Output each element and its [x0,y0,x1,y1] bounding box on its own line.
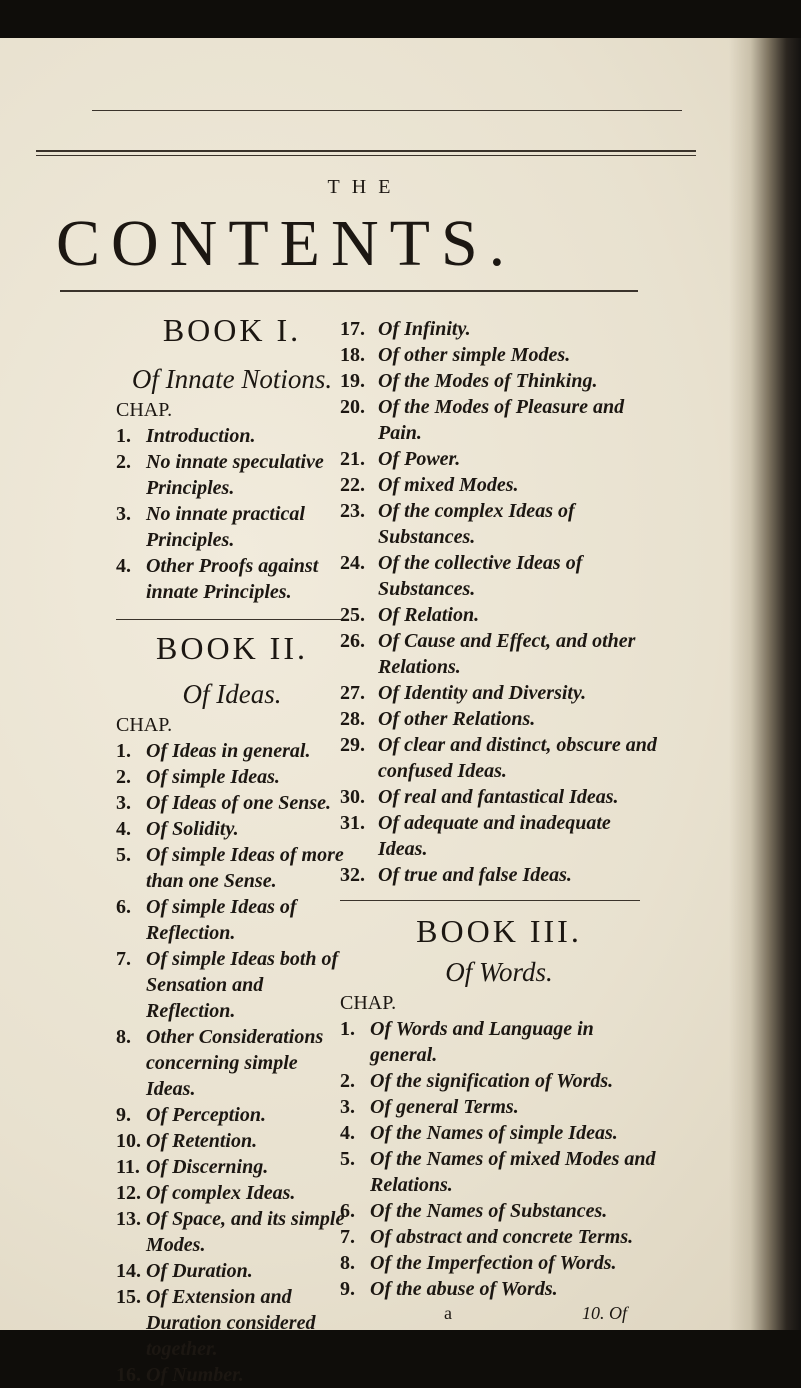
toc-entry: 3. Of general Terms. [340,1095,519,1118]
toc-entry: 28. Of other Relations. [340,708,536,730]
toc-entry: 8. Other Considerations concerning simple Ideas. [116,1026,324,1101]
toc-entry: 19. Of the Modes of Thinking. [340,370,598,392]
page-gutter-shadow [729,38,801,1330]
toc-entry: 12. Of complex Ideas. [116,1182,296,1205]
toc-entry: 26. Of Cause and Effect, and other Relations. [340,630,636,678]
toc-entry: 4. Of the Names of simple Ideas. [340,1121,618,1144]
top-rule-2 [36,150,696,152]
book-2-chapter-list-part-2 [340,316,658,888]
toc-entry: 15. Of Extension and Duration considered together. [116,1286,316,1361]
toc-entry: 2. Of the signification of Words. [340,1069,614,1092]
toc-entry: 4. Other Proofs against innate Principles. [116,554,319,603]
toc-entry: 17. Of Infinity. [340,318,471,340]
book-2-heading: BOOK II. [156,629,308,666]
book-3-subtitle: Of Words. [445,956,553,987]
toc-entry: 18. Of other simple Modes. [340,344,571,366]
book-2-subtitle: Of Ideas. [182,679,282,710]
toc-entry: 25. Of Relation. [340,604,480,626]
toc-entry: 31. Of adequate and inadequate Ideas. [340,812,611,860]
toc-entry: 20. Of the Modes of Pleasure and Pain. [340,396,625,444]
signature-mark: a [444,1302,452,1323]
toc-entry: 16. Of Number. [116,1364,244,1387]
top-rule-3 [36,155,696,156]
toc-entry: 4. Of Solidity. [116,818,239,841]
toc-entry: 13. Of Space, and its simple Modes. [116,1208,345,1257]
page-footer [340,1302,658,1324]
toc-entry: 1. Introduction. [116,424,256,447]
toc-entry: 2. Of simple Ideas. [116,766,280,789]
book-3-heading: BOOK III. [416,913,582,949]
toc-entry: 9. Of Perception. [116,1104,266,1127]
page-title: CONTENTS. [56,207,517,280]
toc-entry: 5. Of the Names of mixed Modes and Relations. [340,1147,656,1196]
toc-entry: 29. Of clear and distinct, obscure and confused Ideas. [340,734,657,782]
toc-entry: 27. Of Identity and Diversity. [340,682,587,704]
toc-entry: 3. Of Ideas of one Sense. [116,792,331,815]
toc-entry: 24. Of the collective Ideas of Substances. [340,552,583,600]
toc-entry: 32. Of true and false Ideas. [340,864,572,886]
book-2-chapter-list-part-1 [116,738,348,1388]
toc-entry: 7. Of simple Ideas both of Sensation and Reflection. [116,948,339,1023]
toc-entry: 8. Of the Imperfection of Words. [340,1251,617,1274]
toc-entry: 7. Of abstract and concrete Terms. [340,1225,634,1248]
book-1-chapter-list [116,423,348,605]
book-1-heading: BOOK I. [162,312,302,348]
toc-entry: 23. Of the complex Ideas of Substances. [340,500,575,548]
top-rule-1 [92,110,682,111]
title-rule [60,290,638,292]
book-2-chap-label: CHAP. [116,714,173,737]
toc-entry: 14. Of Duration. [116,1260,253,1283]
right-column [340,316,658,1324]
toc-entry: 2. No innate speculative Principles. [116,450,324,499]
toc-entry: 5. Of simple Ideas of more than one Sense. [116,844,344,893]
book-1-chap-label: CHAP. [116,398,173,421]
toc-entry: 6. Of the Names of Substances. [340,1199,608,1222]
toc-entry: 22. Of mixed Modes. [340,474,519,496]
toc-entry: 9. Of the abuse of Words. [340,1277,558,1300]
book-3-chapter-list [340,1016,658,1302]
toc-entry: 11. Of Discerning. [116,1156,269,1179]
book-2-end-rule [340,900,640,901]
catchword: 10. Of [582,1302,627,1323]
toc-entry: 1. Of Words and Language in general. [340,1017,594,1066]
toc-entry: 3. No innate practical Principles. [116,502,305,551]
toc-entry: 10. Of Retention. [116,1130,258,1153]
book-1-subtitle: Of Innate Notions. [131,363,333,394]
book-1-end-rule [116,619,342,620]
left-column [116,306,348,1388]
toc-entry: 1. Of Ideas in general. [116,740,311,763]
toc-entry: 21. Of Power. [340,448,461,470]
toc-entry: 6. Of simple Ideas of Reflection. [116,896,297,945]
book-3-chap-label: CHAP. [340,991,397,1014]
header-the: THE [327,176,403,198]
toc-entry: 30. Of real and fantastical Ideas. [340,786,619,808]
